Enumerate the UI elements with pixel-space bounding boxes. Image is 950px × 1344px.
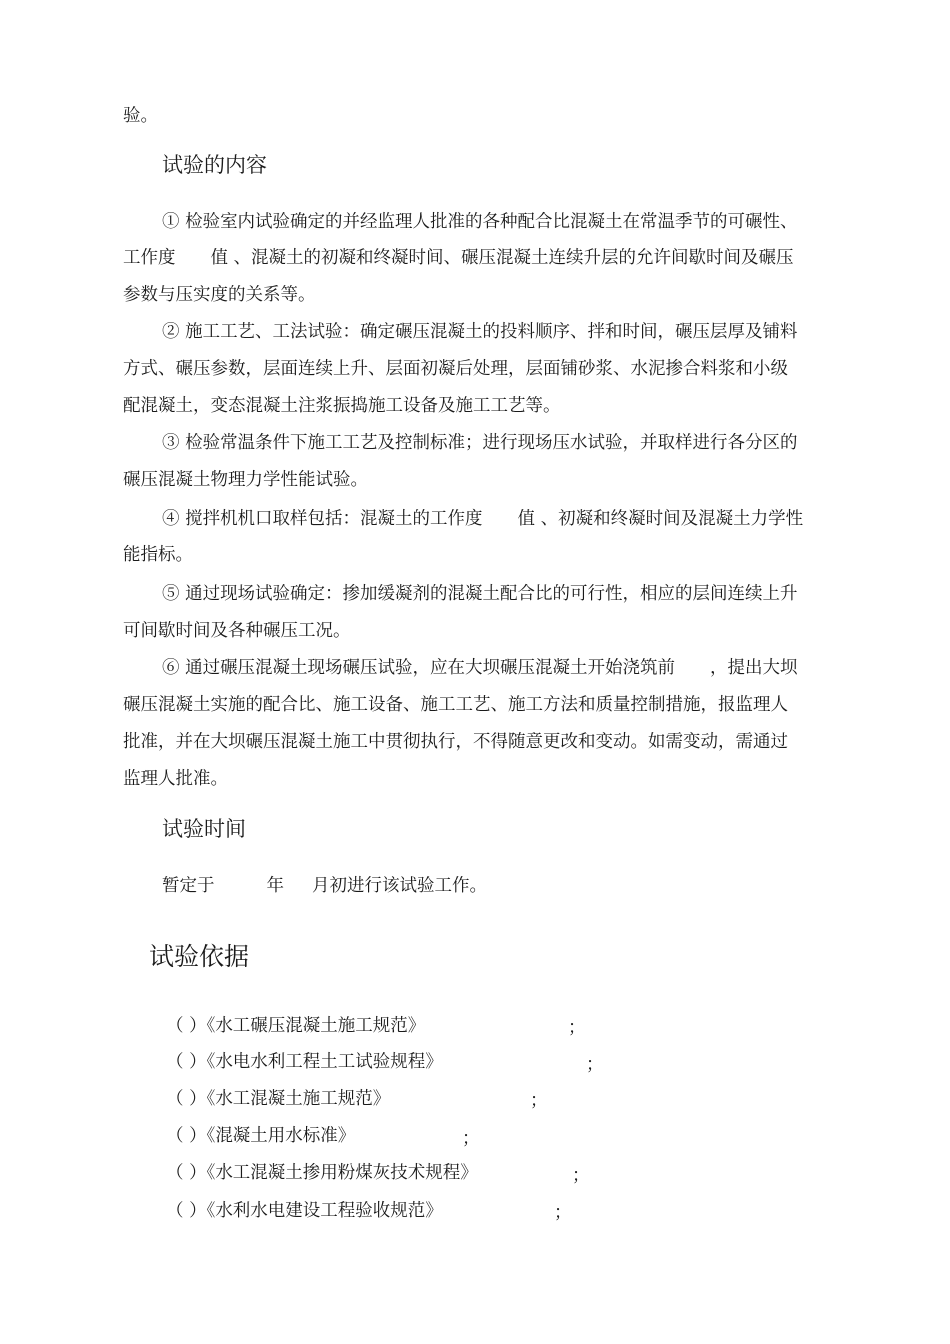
paragraph-line: 参数与压实度的关系等。 — [123, 285, 316, 305]
paragraph-line: 监理人批准。 — [123, 769, 228, 789]
reference-item: （ ）《水工碾压混凝土施工规范》 — [166, 1016, 426, 1036]
paragraph-line: 配混凝土，变态混凝土注浆振捣施工设备及施工工艺等。 — [123, 396, 561, 416]
paragraph-line: ③ 检验常温条件下施工工艺及控制标准；进行现场压水试验，并取样进行各分区的 — [162, 433, 798, 453]
paragraph-line: 碾压混凝土实施的配合比、施工设备、施工工艺、施工方法和质量控制措施，报监理人 — [123, 695, 788, 715]
reference-end: ； — [530, 1091, 548, 1111]
paragraph-line: 能指标。 — [123, 545, 193, 565]
paragraph-line: 方式、碾压参数，层面连续上升、层面初凝后处理，层面铺砂浆、水泥掺合料浆和小级 — [123, 359, 788, 379]
paragraph-line: 可间歇时间及各种碾压工况。 — [123, 621, 351, 641]
reference-item: （ ）《水工混凝土施工规范》 — [166, 1089, 391, 1109]
test-time-prefix: 暂定于 — [162, 876, 215, 896]
paragraph-line: ① 检验室内试验确定的并经监理人批准的各种配合比混凝土在常温季节的可碾性、 — [162, 212, 798, 232]
paragraph-line: ⑥ 通过碾压混凝土现场碾压试验，应在大坝碾压混凝土开始浇筑前 ，提出大坝 — [162, 658, 798, 678]
paragraph-line: 工作度 值 、混凝土的初凝和终凝时间、碾压混凝土连续升层的允许间歇时间及碾压 — [123, 248, 794, 268]
intro-tail: 验。 — [123, 106, 158, 126]
reference-item: （ ）《水工混凝土掺用粉煤灰技术规程》 — [166, 1163, 478, 1183]
test-time-suffix: 月初进行该试验工作。 — [312, 876, 487, 896]
paragraph-line: 碾压混凝土物理力学性能试验。 — [123, 470, 368, 490]
heading-test-time: 试验时间 — [162, 817, 246, 841]
reference-end: ； — [554, 1203, 572, 1223]
test-time-year: 年 — [266, 876, 284, 896]
reference-item: （ ）《混凝土用水标准》 — [166, 1126, 356, 1146]
heading-test-content: 试验的内容 — [162, 153, 267, 177]
paragraph-line: ② 施工工艺、工法试验：确定碾压混凝土的投料顺序、拌和时间，碾压层厚及铺料 — [162, 322, 798, 342]
paragraph-line: 批准，并在大坝碾压混凝土施工中贯彻执行，不得随意更改和变动。如需变动，需通过 — [123, 732, 788, 752]
reference-end: ； — [462, 1129, 480, 1149]
paragraph-line: ⑤ 通过现场试验确定：掺加缓凝剂的混凝土配合比的可行性，相应的层间连续上升 — [162, 584, 798, 604]
reference-item: （ ）《水电水利工程土工试验规程》 — [166, 1052, 443, 1072]
reference-end: ； — [572, 1166, 590, 1186]
reference-end: ； — [586, 1055, 604, 1075]
reference-end: ； — [568, 1018, 586, 1038]
reference-item: （ ）《水利水电建设工程验收规范》 — [166, 1201, 443, 1221]
paragraph-line: ④ 搅拌机机口取样包括：混凝土的工作度 值 、初凝和终凝时间及混凝土力学性 — [162, 509, 804, 529]
test-time-text — [162, 874, 487, 898]
heading-test-basis: 试验依据 — [149, 942, 250, 971]
